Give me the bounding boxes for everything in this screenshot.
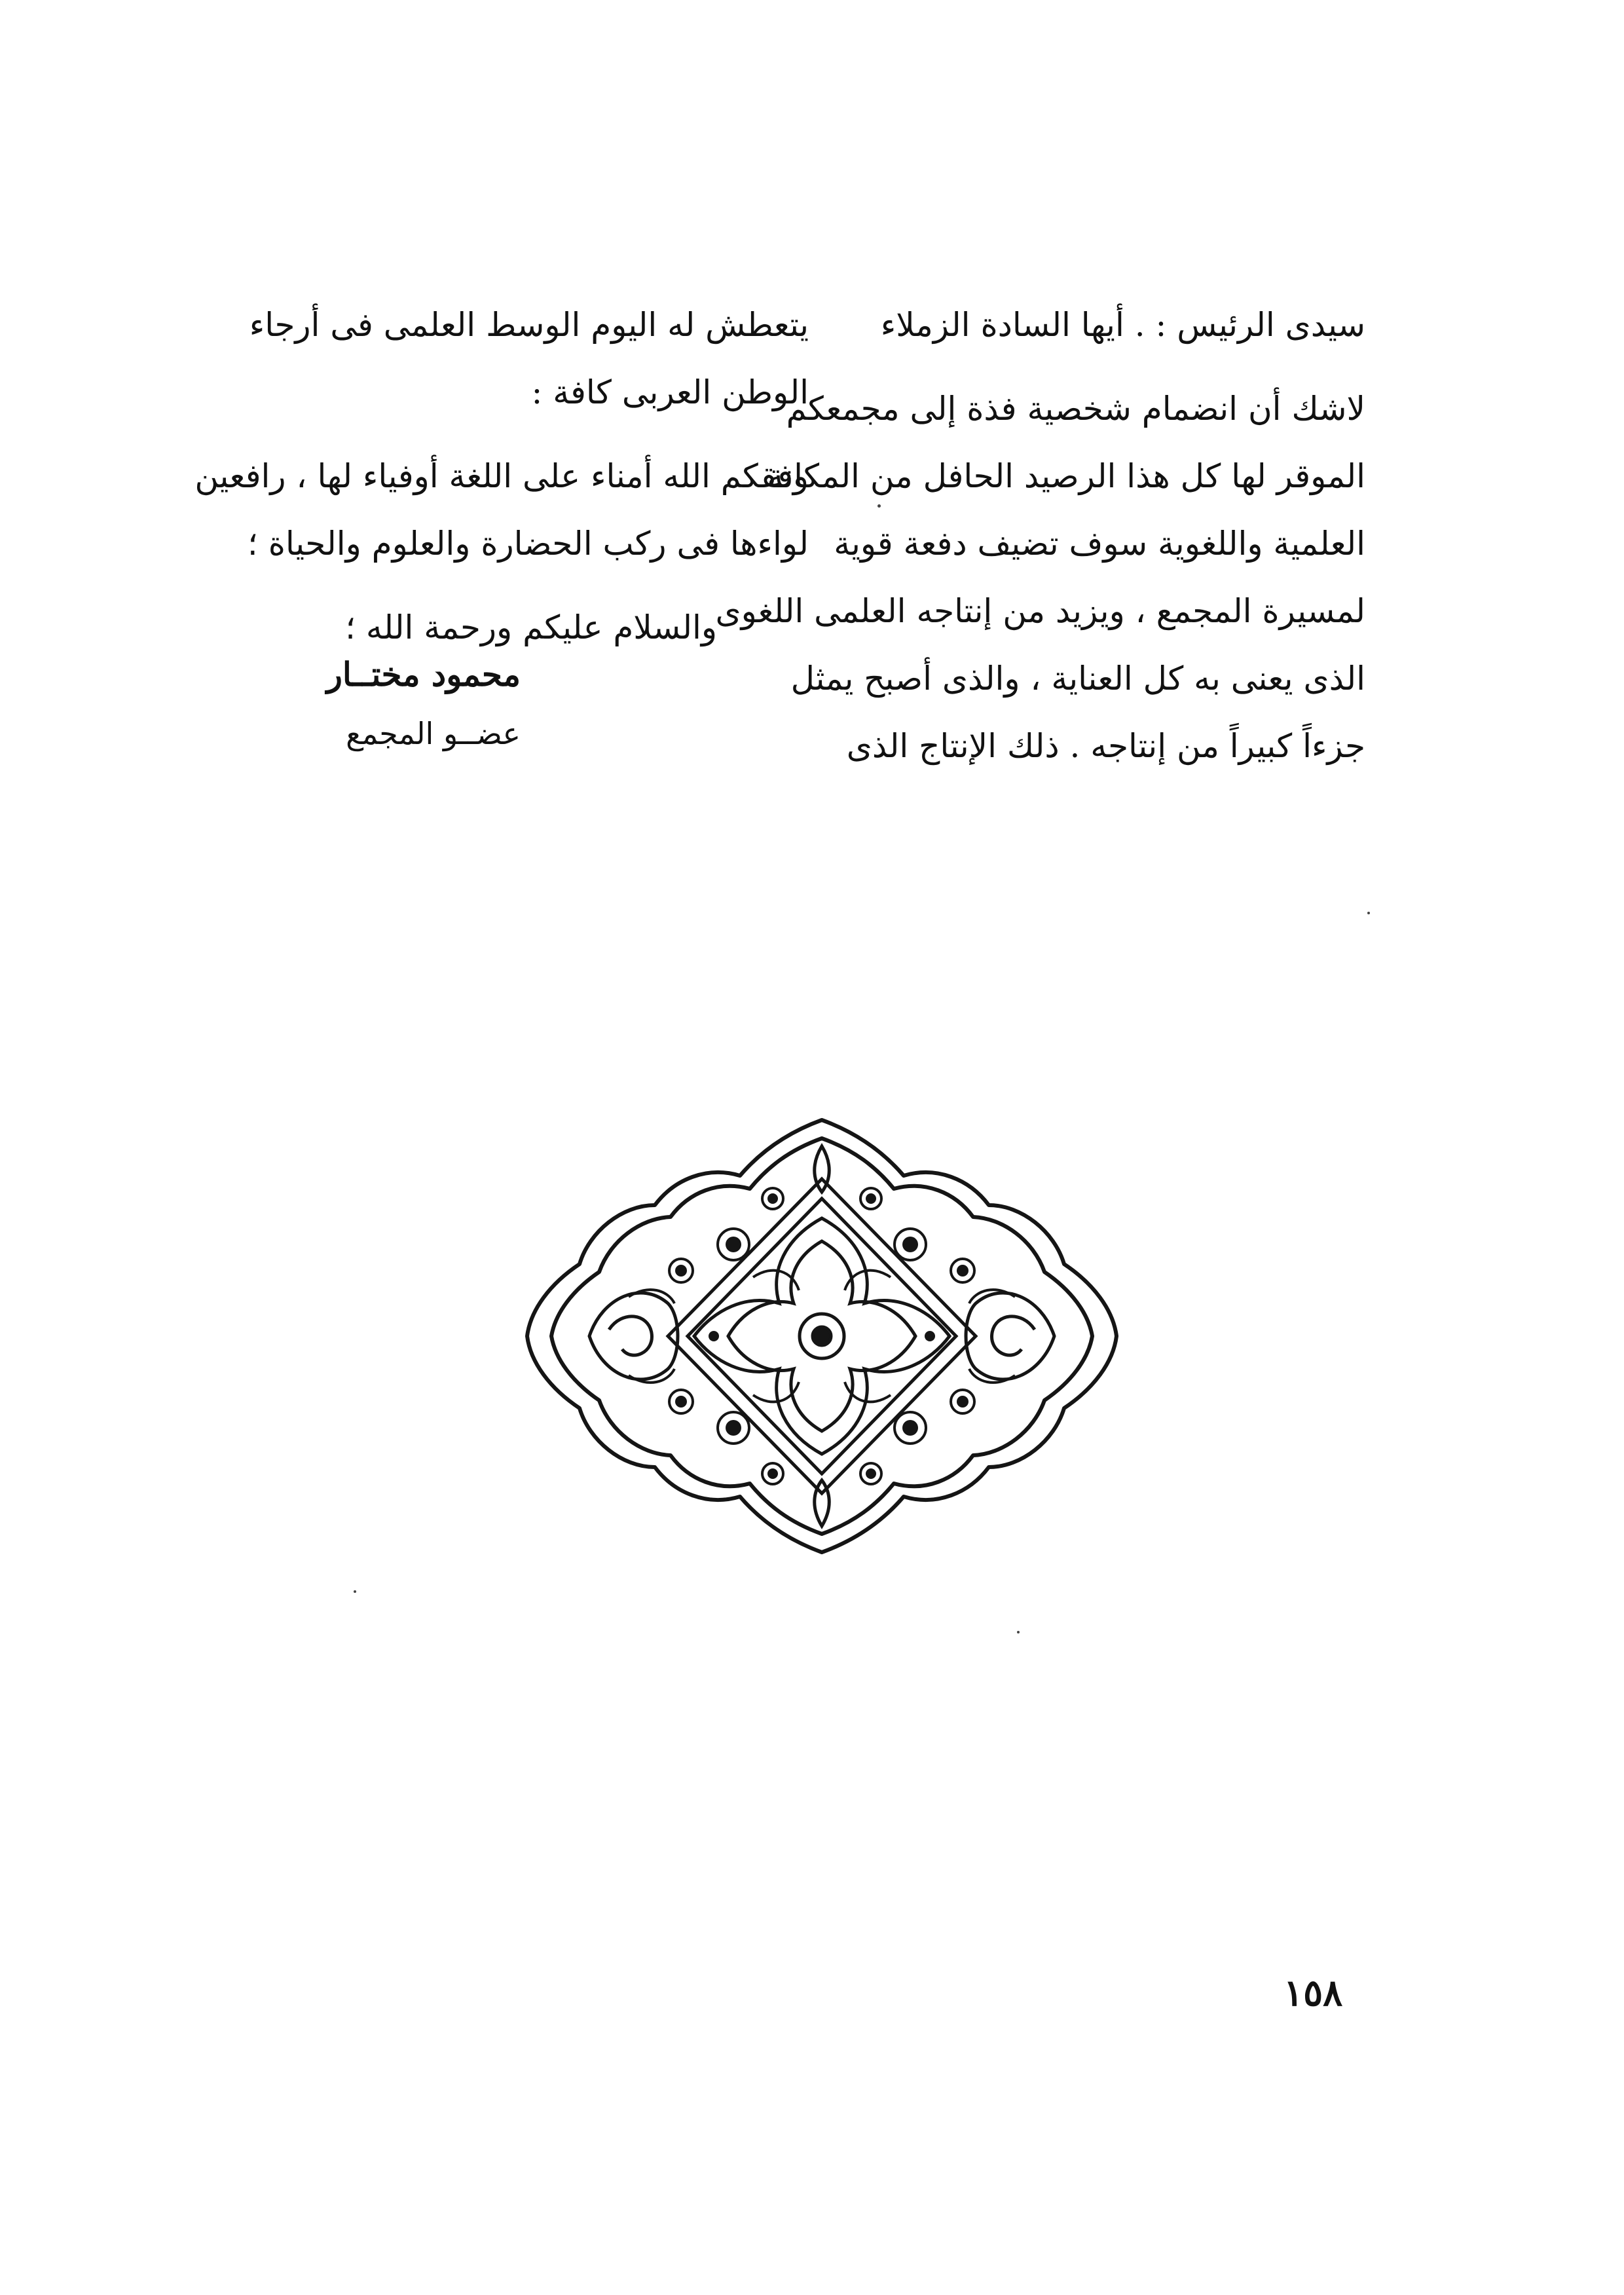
paragraph-line: العلمية واللغوية سوف تضيف دفعة قوية — [834, 525, 1365, 563]
paragraph-line: لاشك أن انضمام شخصية فذة إلى مجمعكم — [786, 390, 1365, 428]
paragraph-line: الذى يعنى به كل العناية ، والذى أصبح يمثل — [790, 660, 1365, 698]
scan-speck — [1017, 1631, 1020, 1633]
paragraph-line: وفقكم الله أمناء على اللغة أوفياء لها ، رافعين — [194, 457, 809, 495]
paragraph-line: الموقر لها كل هذا الرصيد الحافل من المكانة — [767, 457, 1365, 495]
opening-paragraph — [715, 375, 1365, 780]
scan-speck — [1367, 912, 1370, 914]
prayer-paragraph — [194, 443, 809, 578]
paragraph-line: الوطن العربى كافة : — [531, 373, 809, 411]
author-title: عضــو المجمع — [346, 716, 521, 751]
closing-line: والسلام عليكم ورحمة الله ؛ — [345, 608, 717, 646]
paragraph-line: لواءها فى ركب الحضارة والعلوم والحياة ؛ — [247, 525, 809, 563]
signature-block — [298, 645, 521, 763]
page-number: ١٥٨ — [1283, 1971, 1343, 2015]
paragraph-line: جزءاً كبيراً من إنتاجه . ذلك الإنتاج الذى — [846, 727, 1365, 765]
left-column — [194, 291, 809, 662]
arabesque-ornament-icon — [517, 1107, 1126, 1565]
scan-speck — [354, 1590, 356, 1593]
right-column — [715, 291, 1365, 780]
paragraph-line: يتعطش له اليوم الوسط العلمى فى أرجاء — [249, 306, 809, 344]
continuation-paragraph — [249, 291, 809, 426]
author-name: محمود مختــار — [326, 655, 521, 694]
scan-speck — [877, 504, 881, 508]
salutation: سيدى الرئيس : . أيها السادة الزملاء — [880, 306, 1365, 344]
paragraph-line: لمسيرة المجمع ، ويزيد من إنتاجه العلمى اللغوى — [715, 592, 1365, 630]
